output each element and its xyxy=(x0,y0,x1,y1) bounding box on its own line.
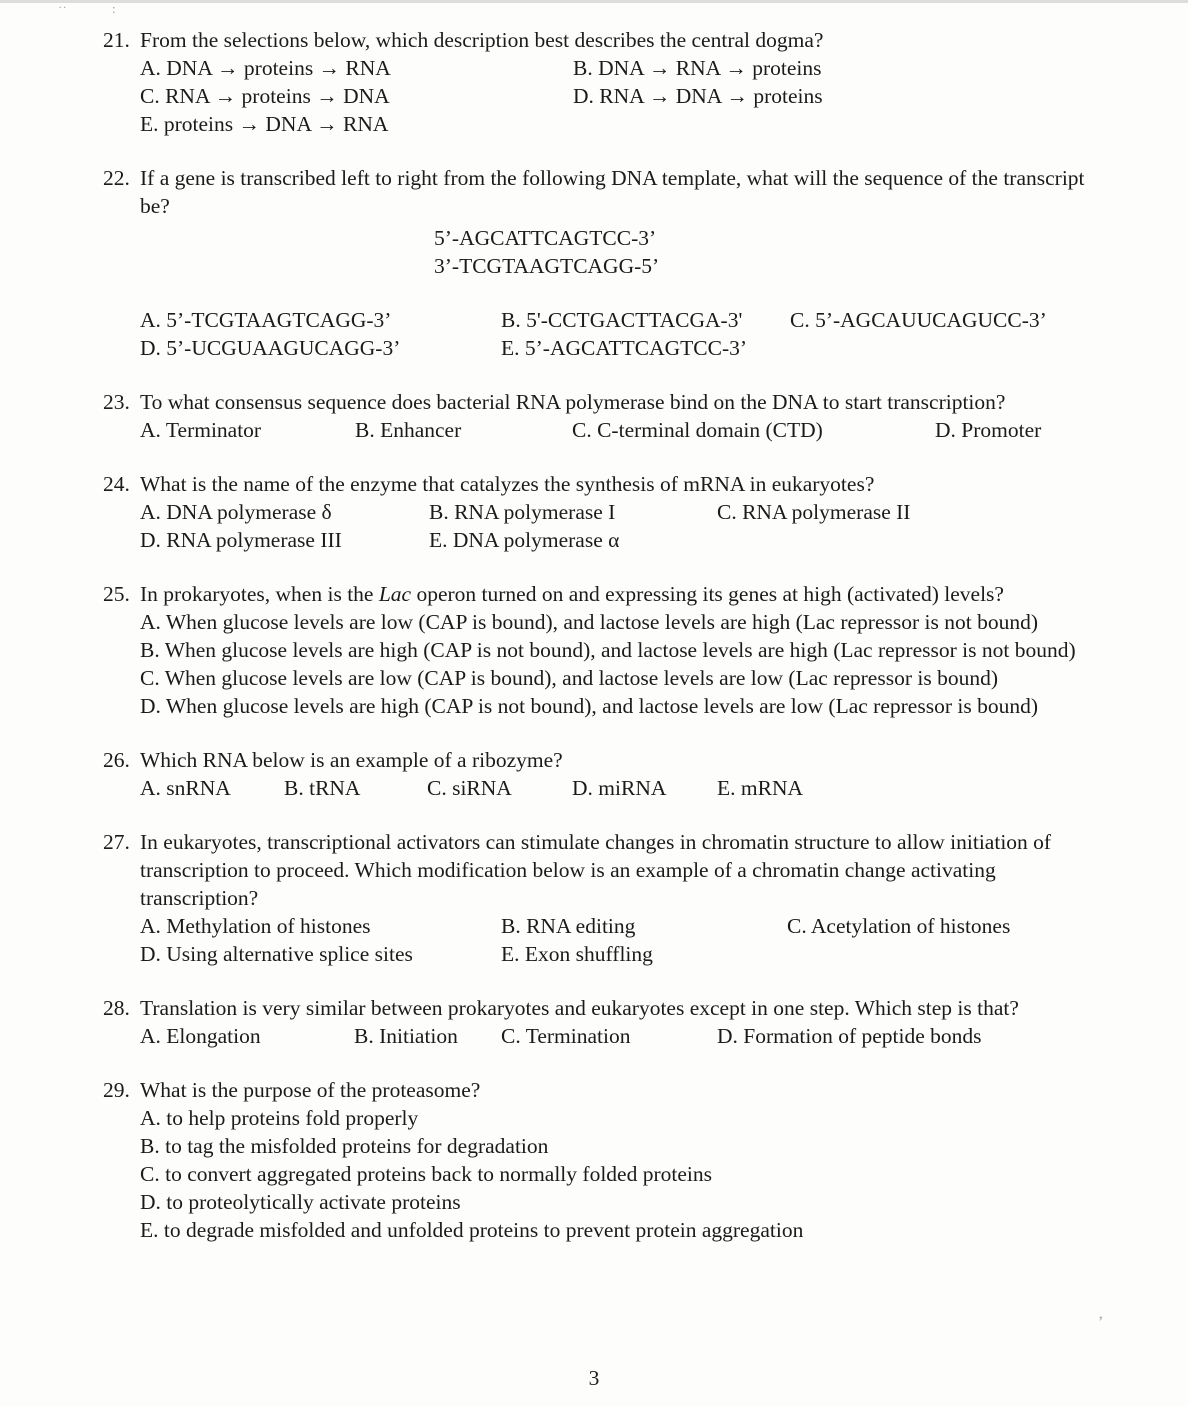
question-28 xyxy=(103,994,1115,1050)
option-e: E. proteins → DNA → RNA xyxy=(140,112,389,136)
option-c: C. Acetylation of histones xyxy=(787,914,1011,938)
question-28-options xyxy=(140,1022,1115,1050)
option-c: C. 5’-AGCAUUCAGUCC-3’ xyxy=(790,308,1047,332)
scan-artifact xyxy=(0,0,1188,3)
option-b: B. When glucose levels are high (CAP is not bound), and lactose levels are high (Lac repressor is not bound) xyxy=(140,638,1076,662)
question-text: If a gene is transcribed left to right from the following DNA template, what will the sequence of the transcript be? xyxy=(140,166,1085,218)
option-a: A. 5’-TCGTAAGTCAGG-3’ xyxy=(140,308,392,332)
question-number: 24. xyxy=(103,472,130,496)
question-text: Which RNA below is an example of a ribozyme? xyxy=(140,748,563,772)
question-26-options xyxy=(140,774,1115,802)
question-23-options xyxy=(140,416,1115,444)
question-text: In eukaryotes, transcriptional activators can stimulate changes in chromatin structure to allow initiation of transcription to proceed. Which modification below is an example of a chromatin change activating transcription? xyxy=(140,830,1052,910)
option-b: B. tRNA xyxy=(284,776,361,800)
question-26 xyxy=(103,746,1115,802)
question-27 xyxy=(103,828,1115,968)
option-d: D. RNA → DNA → proteins xyxy=(573,84,823,108)
option-c: C. siRNA xyxy=(427,776,512,800)
question-number: 26. xyxy=(103,748,130,772)
scan-artifact: ’ xyxy=(1098,1314,1104,1331)
dna-template-line-1: 5’-AGCATTCAGTCC-3’ xyxy=(434,226,657,250)
question-27-options xyxy=(140,912,1115,968)
option-b: B. Enhancer xyxy=(355,418,462,442)
question-24-options xyxy=(140,498,1115,554)
question-number: 23. xyxy=(103,390,130,414)
question-23 xyxy=(103,388,1115,444)
question-21 xyxy=(103,26,1115,138)
option-e: E. DNA polymerase α xyxy=(429,528,620,552)
question-text-italic: Lac xyxy=(378,582,412,606)
option-d: D. Formation of peptide bonds xyxy=(717,1024,982,1048)
question-21-options xyxy=(140,54,1115,138)
option-d: D. to proteolytically activate proteins xyxy=(140,1190,461,1214)
question-text xyxy=(140,580,1115,608)
question-number: 22. xyxy=(103,166,130,190)
page-number: 3 xyxy=(588,1366,600,1390)
question-text: What is the name of the enzyme that catalyzes the synthesis of mRNA in eukaryotes? xyxy=(140,472,875,496)
option-b: B. 5'-CCTGACTTACGA-3' xyxy=(501,308,743,332)
option-c: C. C-terminal domain (CTD) xyxy=(572,418,823,442)
option-e: E. to degrade misfolded and unfolded proteins to prevent protein aggregation xyxy=(140,1218,804,1242)
option-b: B. RNA polymerase I xyxy=(429,500,616,524)
question-25-options xyxy=(140,608,1115,720)
option-d: D. 5’-UCGUAAGUCAGG-3’ xyxy=(140,336,401,360)
question-29-options xyxy=(140,1104,1115,1244)
dna-template-block xyxy=(434,224,1115,280)
question-25 xyxy=(103,580,1115,720)
question-29 xyxy=(103,1076,1115,1244)
option-a: A. DNA polymerase δ xyxy=(140,500,332,524)
option-c: C. When glucose levels are low (CAP is bound), and lactose levels are low (Lac repressor is bound) xyxy=(140,666,998,690)
option-a: A. DNA → proteins → RNA xyxy=(140,56,391,80)
option-e: E. mRNA xyxy=(717,776,803,800)
option-b: B. DNA → RNA → proteins xyxy=(573,56,822,80)
question-number: 21. xyxy=(103,28,130,52)
option-c: C. RNA → proteins → DNA xyxy=(140,84,390,108)
question-text-pre: In prokaryotes, when is the xyxy=(140,582,379,606)
option-d: D. Promoter xyxy=(935,418,1042,442)
option-d: D. Using alternative splice sites xyxy=(140,942,413,966)
question-number: 28. xyxy=(103,996,130,1020)
option-d: D. miRNA xyxy=(572,776,667,800)
question-number: 25. xyxy=(103,582,130,606)
question-text: What is the purpose of the proteasome? xyxy=(140,1078,481,1102)
option-d: D. When glucose levels are high (CAP is not bound), and lactose levels are low (Lac repressor is bound) xyxy=(140,694,1038,718)
option-c: C. Termination xyxy=(501,1024,631,1048)
scan-artifact: ˙˙ xyxy=(58,3,67,18)
question-number: 29. xyxy=(103,1078,130,1102)
option-a: A. Terminator xyxy=(140,418,262,442)
option-b: B. to tag the misfolded proteins for degradation xyxy=(140,1134,549,1158)
option-c: C. to convert aggregated proteins back to normally folded proteins xyxy=(140,1162,712,1186)
dna-template-line-2: 3’-TCGTAAGTCAGG-5’ xyxy=(434,254,660,278)
option-b: B. RNA editing xyxy=(501,914,636,938)
question-text-post: operon turned on and expressing its genes at high (activated) levels? xyxy=(411,582,1004,606)
question-text: From the selections below, which description best describes the central dogma? xyxy=(140,28,824,52)
scan-artifact: : xyxy=(112,1,116,16)
question-22 xyxy=(103,164,1115,362)
question-text: To what consensus sequence does bacterial RNA polymerase bind on the DNA to start transcription? xyxy=(140,390,1006,414)
option-a: A. snRNA xyxy=(140,776,231,800)
option-e: E. 5’-AGCATTCAGTCC-3’ xyxy=(501,336,748,360)
option-a: A. Methylation of histones xyxy=(140,914,371,938)
option-e: E. Exon shuffling xyxy=(501,942,653,966)
question-text: Translation is very similar between prokaryotes and eukaryotes except in one step. Which step is that? xyxy=(140,996,1019,1020)
question-22-options xyxy=(140,306,1115,362)
option-a: A. When glucose levels are low (CAP is bound), and lactose levels are high (Lac repressor is not bound) xyxy=(140,610,1038,634)
option-b: B. Initiation xyxy=(354,1024,458,1048)
exam-content xyxy=(103,26,1115,1270)
option-a: A. Elongation xyxy=(140,1024,261,1048)
question-number: 27. xyxy=(103,830,130,854)
option-c: C. RNA polymerase II xyxy=(717,500,911,524)
question-24 xyxy=(103,470,1115,554)
option-a: A. to help proteins fold properly xyxy=(140,1106,419,1130)
option-d: D. RNA polymerase III xyxy=(140,528,342,552)
